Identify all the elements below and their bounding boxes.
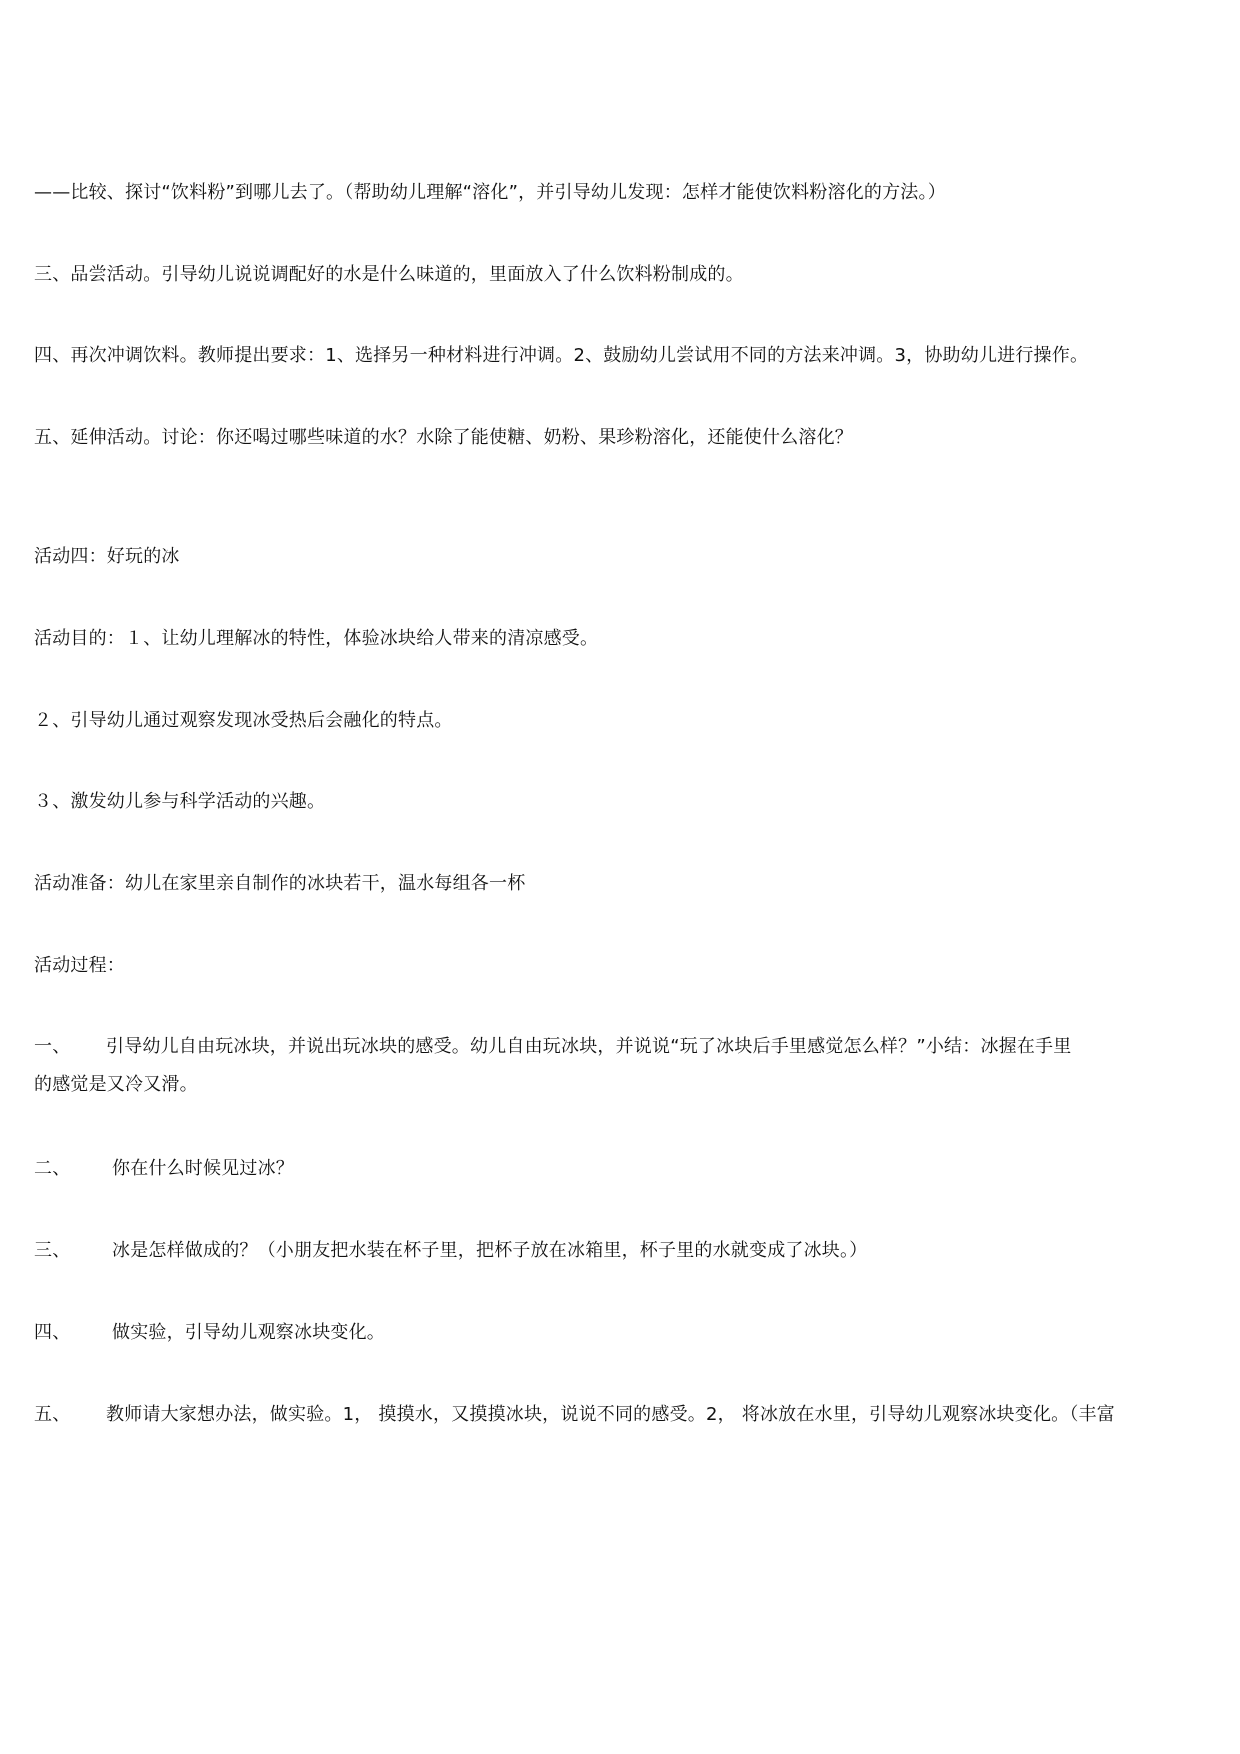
process-step-4 — [34, 1310, 1224, 1356]
step-text: 教师请大家想办法，做实验。1， 摸摸水，又摸摸冰块，说说不同的感受。2， 将冰放在水里，引导幼儿观察冰块变化。（丰富 — [106, 1404, 1115, 1425]
activity-goal-1: 活动目的：１、让幼儿理解冰的特性，体验冰块给人带来的清凉感受。 — [34, 628, 599, 649]
process-step-5 — [34, 1392, 1224, 1438]
activity-process-heading: 活动过程： — [34, 955, 125, 976]
process-step-2 — [34, 1146, 1224, 1192]
process-step-1 — [34, 1024, 1224, 1108]
paragraph-extension-activity: 五、延伸活动。讨论：你还喝过哪些味道的水？水除了能使糖、奶粉、果珍粉溶化，还能使什么溶化？ — [34, 427, 853, 448]
step-number: 一、 — [34, 1036, 71, 1057]
activity-preparation: 活动准备：幼儿在家里亲自制作的冰块若干，温水每组各一杯 — [34, 873, 526, 894]
step-number: 三、 — [34, 1240, 71, 1261]
step-text: 做实验，引导幼儿观察冰块变化。 — [112, 1322, 385, 1343]
process-step-3 — [34, 1228, 1224, 1274]
step-text: 冰是怎样做成的？（小朋友把水装在杯子里，把杯子放在冰箱里，杯子里的水就变成了冰块。） — [112, 1240, 868, 1261]
activity-goal-2: ２、引导幼儿通过观察发现冰受热后会融化的特点。 — [34, 710, 453, 731]
step-text: 引导幼儿自由玩冰块，并说出玩冰块的感受。幼儿自由玩冰块，并说说“玩了冰块后手里感觉怎么样？”小结：冰握在手里 — [106, 1036, 1072, 1057]
activity-goal-3: ３、激发幼儿参与科学活动的兴趣。 — [34, 791, 326, 812]
paragraph-mix-again: 四、再次冲调饮料。教师提出要求：1、选择另一种材料进行冲调。2、鼓励幼儿尝试用不同的方法来冲调。3，协助幼儿进行操作。 — [34, 345, 1089, 366]
activity-title: 活动四：好玩的冰 — [34, 546, 180, 567]
step-text: 你在什么时候见过冰？ — [112, 1158, 294, 1179]
step-text-continued: 的感觉是又冷又滑。 — [34, 1074, 198, 1095]
paragraph-tasting-activity: 三、品尝活动。引导幼儿说说调配好的水是什么味道的，里面放入了什么饮料粉制成的。 — [34, 264, 744, 285]
step-number: 五、 — [34, 1404, 71, 1425]
paragraph-intro-comparison: ——比较、探讨“饮料粉”到哪儿去了。（帮助幼儿理解“溶化”，并引导幼儿发现：怎样才能使饮料粉溶化的方法。） — [34, 182, 946, 203]
step-number: 四、 — [34, 1322, 71, 1343]
step-number: 二、 — [34, 1158, 71, 1179]
